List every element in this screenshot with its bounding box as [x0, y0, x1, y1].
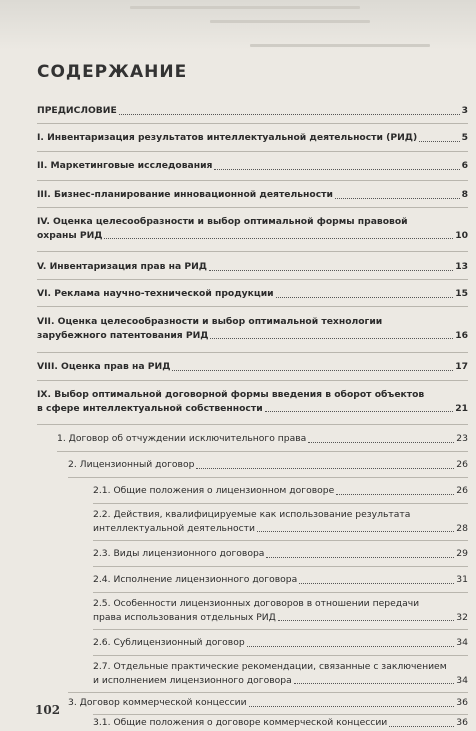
divider	[37, 380, 468, 381]
dot-leader	[172, 370, 453, 371]
toc-entry-page: 36	[456, 717, 468, 728]
divider	[93, 655, 468, 656]
toc-entry-chapter-9	[37, 388, 468, 415]
toc-entry-title: 2.4. Исполнение лицензионного договора	[93, 574, 298, 585]
divider	[93, 714, 468, 715]
toc-entry-page: 26	[456, 459, 468, 470]
toc-entry-title: II. Маркетинговые исследования	[37, 160, 213, 171]
toc-entry-title: 1. Договор об отчуждении исключительного права	[57, 433, 307, 444]
toc-entry-subsection-3-1	[93, 716, 468, 730]
toc-entry-page: 23	[456, 433, 468, 444]
toc-entry-page: 3	[461, 105, 468, 116]
toc-entry-title: V. Инвентаризация прав на РИД	[37, 261, 207, 272]
divider	[93, 503, 468, 504]
toc-entry-page: 29	[456, 548, 468, 559]
divider	[93, 540, 468, 541]
toc-entry-title-line: VII. Оценка целесообразности и выбор оптимальной технологии	[37, 316, 383, 327]
toc-entry-page: 15	[455, 288, 468, 299]
divider	[68, 692, 468, 693]
dot-leader	[210, 338, 453, 339]
dot-leader	[196, 468, 454, 469]
toc-entry-page: 8	[461, 189, 468, 200]
toc-entry-chapter-1	[37, 131, 468, 145]
toc-entry-subsection-2-5	[93, 597, 468, 624]
toc-entry-title-line: 2.5. Особенности лицензионных договоров в отношении передачи	[93, 598, 420, 609]
toc-entry-page: 16	[455, 329, 468, 341]
dot-leader	[247, 646, 455, 647]
dot-leader	[335, 198, 460, 199]
toc-entry-section-2	[68, 458, 468, 472]
toc-entry-page: 5	[461, 132, 468, 143]
toc-entry-page: 10	[455, 229, 468, 241]
dot-leader	[419, 141, 459, 142]
divider	[37, 207, 468, 208]
toc-entry-page: 28	[456, 522, 468, 534]
toc-entry-subsection-2-4	[93, 573, 468, 587]
toc-entry-page: 26	[456, 485, 468, 496]
toc-entry-title: 3.1. Общие положения о договоре коммерческой концессии	[93, 717, 388, 728]
toc-entry-title: 2.6. Сублицензионный договор	[93, 637, 245, 648]
toc-entry-page: 13	[455, 261, 468, 272]
divider	[37, 306, 468, 307]
divider	[57, 451, 468, 452]
toc-entry-page: 32	[456, 611, 468, 623]
divider	[68, 477, 468, 478]
divider	[37, 279, 468, 280]
toc-entry-title-line: IX. Выбор оптимальной договорной формы введения в оборот объектов	[37, 389, 425, 400]
toc-entry-title: 2.3. Виды лицензионного договора	[93, 548, 265, 559]
toc-entry-page: 21	[455, 402, 468, 414]
toc-entry-section-1	[57, 432, 468, 446]
toc-entry-title: VIII. Оценка прав на РИД	[37, 361, 171, 372]
toc-entry-subsection-2-2	[93, 508, 468, 535]
divider	[93, 629, 468, 630]
divider	[37, 180, 468, 181]
divider	[37, 151, 468, 152]
toc-entry-title: 2.1. Общие положения о лицензионном договоре	[93, 485, 335, 496]
toc-entry-title: в сфере интеллектуальной собственности	[37, 402, 263, 414]
dot-leader	[257, 531, 454, 532]
toc-entry-chapter-3	[37, 188, 468, 202]
divider	[93, 592, 468, 593]
dot-leader	[276, 297, 454, 298]
toc-entry-section-3	[68, 696, 468, 710]
divider	[93, 566, 468, 567]
divider	[37, 424, 468, 425]
toc-entry-preface	[37, 104, 468, 118]
toc-entry-chapter-6	[37, 287, 468, 301]
dot-leader	[265, 411, 454, 412]
toc-entry-title: права использования отдельных РИД	[93, 611, 276, 623]
toc-entry-page: 17	[455, 361, 468, 372]
toc-entry-chapter-2	[37, 159, 468, 173]
dot-leader	[278, 620, 454, 621]
toc-entry-page: 36	[456, 697, 468, 708]
toc-entry-page: 34	[456, 674, 468, 686]
toc-entry-page: 31	[456, 574, 468, 585]
toc-entry-subsection-2-6	[93, 636, 468, 650]
toc-entry-page: 6	[461, 160, 468, 171]
page-number: 102	[35, 703, 61, 717]
toc-entry-title: интеллектуальной деятельности	[93, 522, 255, 534]
toc-entry-chapter-7	[37, 315, 468, 342]
dot-leader	[249, 706, 455, 707]
toc-entry-title: I. Инвентаризация результатов интеллектуальной деятельности (РИД)	[37, 132, 418, 143]
toc-entry-title: VI. Реклама научно-технической продукции	[37, 288, 274, 299]
toc-entry-subsection-2-3	[93, 547, 468, 561]
dot-leader	[119, 114, 460, 115]
dot-leader	[214, 169, 459, 170]
toc-entry-title: 3. Договор коммерческой концессии	[68, 697, 247, 708]
toc-entry-title: ПРЕДИСЛОВИЕ	[37, 105, 117, 116]
dot-leader	[209, 270, 453, 271]
toc-entry-title-line: 2.2. Действия, квалифицируемые как использование результата	[93, 509, 411, 520]
toc-entry-page: 34	[456, 637, 468, 648]
toc-entry-title: 2. Лицензионный договор	[68, 459, 195, 470]
divider	[37, 251, 468, 252]
toc-entry-title: III. Бизнес-планирование инновационной деятельности	[37, 189, 333, 200]
toc-entry-subsection-2-7	[93, 660, 468, 687]
toc-entry-title-line: 2.7. Отдельные практические рекомендации, связанные с заключением	[93, 661, 447, 672]
dot-leader	[104, 238, 453, 239]
dot-leader	[299, 583, 454, 584]
dot-leader	[389, 726, 454, 727]
toc-entry-title-line: IV. Оценка целесообразности и выбор оптимальной формы правовой	[37, 216, 408, 227]
toc-entry-subsection-2-1	[93, 484, 468, 498]
dot-leader	[294, 683, 455, 684]
divider	[37, 352, 468, 353]
toc-entry-title: охраны РИД	[37, 229, 103, 241]
dot-leader	[308, 442, 454, 443]
dot-leader	[266, 557, 454, 558]
divider	[37, 123, 468, 124]
dot-leader	[336, 494, 454, 495]
toc-entry-title: и исполнением лицензионного договора	[93, 674, 292, 686]
toc-entry-title: зарубежного патентования РИД	[37, 329, 209, 341]
toc-entry-chapter-8	[37, 360, 468, 374]
page-title: СОДЕРЖАНИЕ	[37, 62, 188, 82]
toc-entry-chapter-4	[37, 215, 468, 242]
toc-entry-chapter-5	[37, 260, 468, 274]
